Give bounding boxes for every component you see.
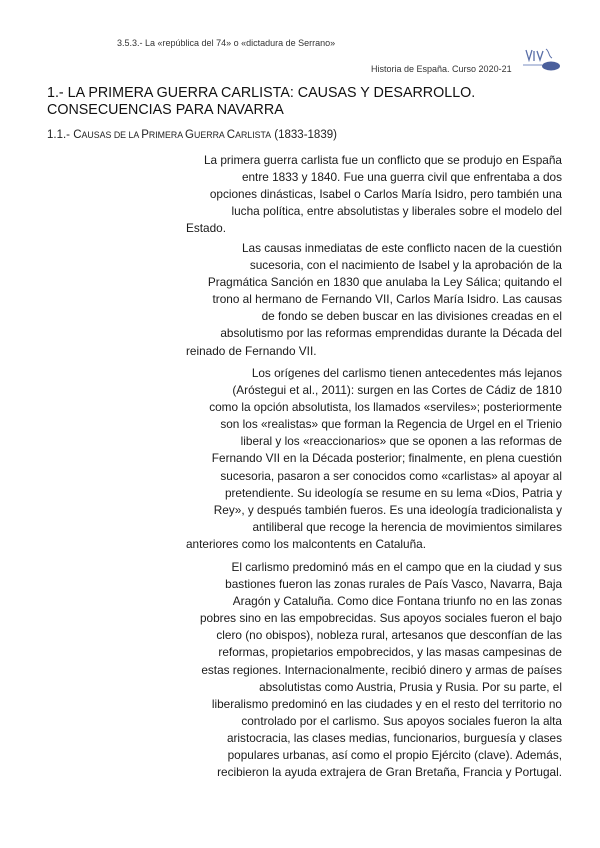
running-head: 3.5.3.- La «república del 74» o «dictadura de Serrano» [117, 38, 336, 48]
text-line: absolutismo por las reformas emprendidas durante la Década del [220, 326, 562, 341]
text-line: absolutistas como Austria, Prusia y Rusia. Por su parte, el [259, 679, 562, 694]
heading-word: ARLISTA [235, 130, 272, 140]
text-line: Estado. [186, 221, 227, 236]
text-line: pretendiente. Su ideología se resume en su lema «Dios, Patria y [224, 485, 562, 500]
text-line: anteriores como los malcontents en Cataluña. [186, 536, 426, 551]
text-line: sucesoria, con el nacimiento de Isabel y la aprobación de la [249, 258, 562, 273]
school-logo-icon [520, 46, 562, 74]
text-line: liberal y los «reaccionarios» que se oponen a las reformas de [240, 434, 562, 449]
text-line: son los «realistas» que forman la Regencia de Urgel en el Trienio [220, 417, 562, 432]
text-line: Pragmática Sanción en 1830 que anulaba la Ley Sálica; quitando el [207, 275, 562, 290]
text-line: Rey», y después también fueros. Es una ideología tradicionalista y [213, 502, 562, 517]
page-title [47, 85, 567, 118]
heading-word: RIMERA [148, 130, 186, 140]
text-line: entre 1833 y 1840. Fue una guerra civil que enfrentaba a dos [241, 170, 562, 185]
text-line: Las causas inmediatas de este conflicto nacen de la cuestión [241, 241, 562, 255]
text-line: Los orígenes del carlismo tienen antecedentes más lejanos [251, 366, 562, 380]
course-label: Historia de España. Curso 2020-21 [371, 64, 512, 74]
text-line: pobres sino en las empobrecidas. Sus apoyos sociales fueron el bajo [200, 611, 562, 626]
text-line: (Aróstegui et al., 2011): surgen en las Cortes de Cádiz de 1810 [232, 383, 562, 398]
heading-initial: C [226, 129, 236, 141]
heading-initial: G [185, 129, 194, 141]
text-line: liberalismo predominó en las ciudades y en el resto del territorio no [211, 696, 562, 711]
text-line: Fernando VII en la Década posterior; finalmente, en plena cuestión [211, 451, 562, 466]
text-line: reinado de Fernando VII. [186, 343, 317, 358]
text-line: de fondo se deben buscar en las divisiones creadas en el [261, 309, 562, 324]
text-line: Aragón y Cataluña. Como dice Fontana triunfo no en las zonas [232, 594, 562, 609]
paragraph-4 [186, 559, 562, 781]
section-years: (1833-1839) [271, 129, 337, 141]
text-line: opciones dinásticas, Isabel o Carlos María Isidro, pero también una [209, 187, 562, 202]
text-line: lucha política, entre absolutistas y liberales sobre el modelo del [231, 204, 562, 219]
text-line: clero (no obispos), nobleza rural, artesanos que desconfían de las [216, 628, 562, 643]
text-line: controlado por el carlismo. Sus apoyos sociales fueron la alta [241, 713, 562, 728]
section-heading [47, 129, 337, 141]
text-line: reformas, propietarios empobrecidos, y las masas campesinas de [218, 645, 562, 660]
heading-word: DE LA [113, 130, 142, 140]
text-line: populares urbanas, así como el propio Ejército (clave). Además, [227, 748, 562, 763]
text-line: como la opción absolutista, los llamados «serviles»; posteriormente [209, 400, 562, 415]
text-line: sucesoria, pasaron a ser conocidos como «carlistas» al apoyar al [220, 468, 562, 483]
text-line: trono al hermano de Fernando VII, Carlos María Isidro. Las causas [212, 292, 562, 307]
heading-word: AUSAS [81, 130, 114, 140]
heading-initial: P [141, 129, 149, 141]
paragraph-1 [186, 152, 562, 237]
section-number: 1.1.- [47, 129, 74, 141]
text-line: aristocracia, las clases medias, funcionarios, burguesía y clases [226, 730, 562, 745]
text-line: bastiones fueron las zonas rurales de País Vasco, Navarra, Baja [225, 577, 562, 592]
heading-initial: C [73, 129, 82, 141]
paragraph-2 [186, 240, 562, 360]
text-line: La primera guerra carlista fue un conflicto que se produjo en España [203, 153, 562, 167]
heading-word: UERRA [194, 130, 227, 140]
text-line: El carlismo predominó más en el campo que en la ciudad y sus [231, 560, 562, 574]
paragraph-3 [186, 365, 562, 553]
text-line: recibieron la ayuda extrajera de Gran Bretaña, Francia y Portugal. [217, 765, 562, 780]
title-line-2: CONSECUENCIAS PARA NAVARRA [47, 101, 284, 118]
text-line: estas regiones. Internacionalmente, recibió dinero y armas de países [201, 662, 562, 677]
text-line: antiliberal que recoge la herencia de movimientos similares [252, 519, 562, 534]
title-line-1: 1.- LA PRIMERA GUERRA CARLISTA: CAUSAS Y DESARROLLO. [47, 85, 476, 101]
